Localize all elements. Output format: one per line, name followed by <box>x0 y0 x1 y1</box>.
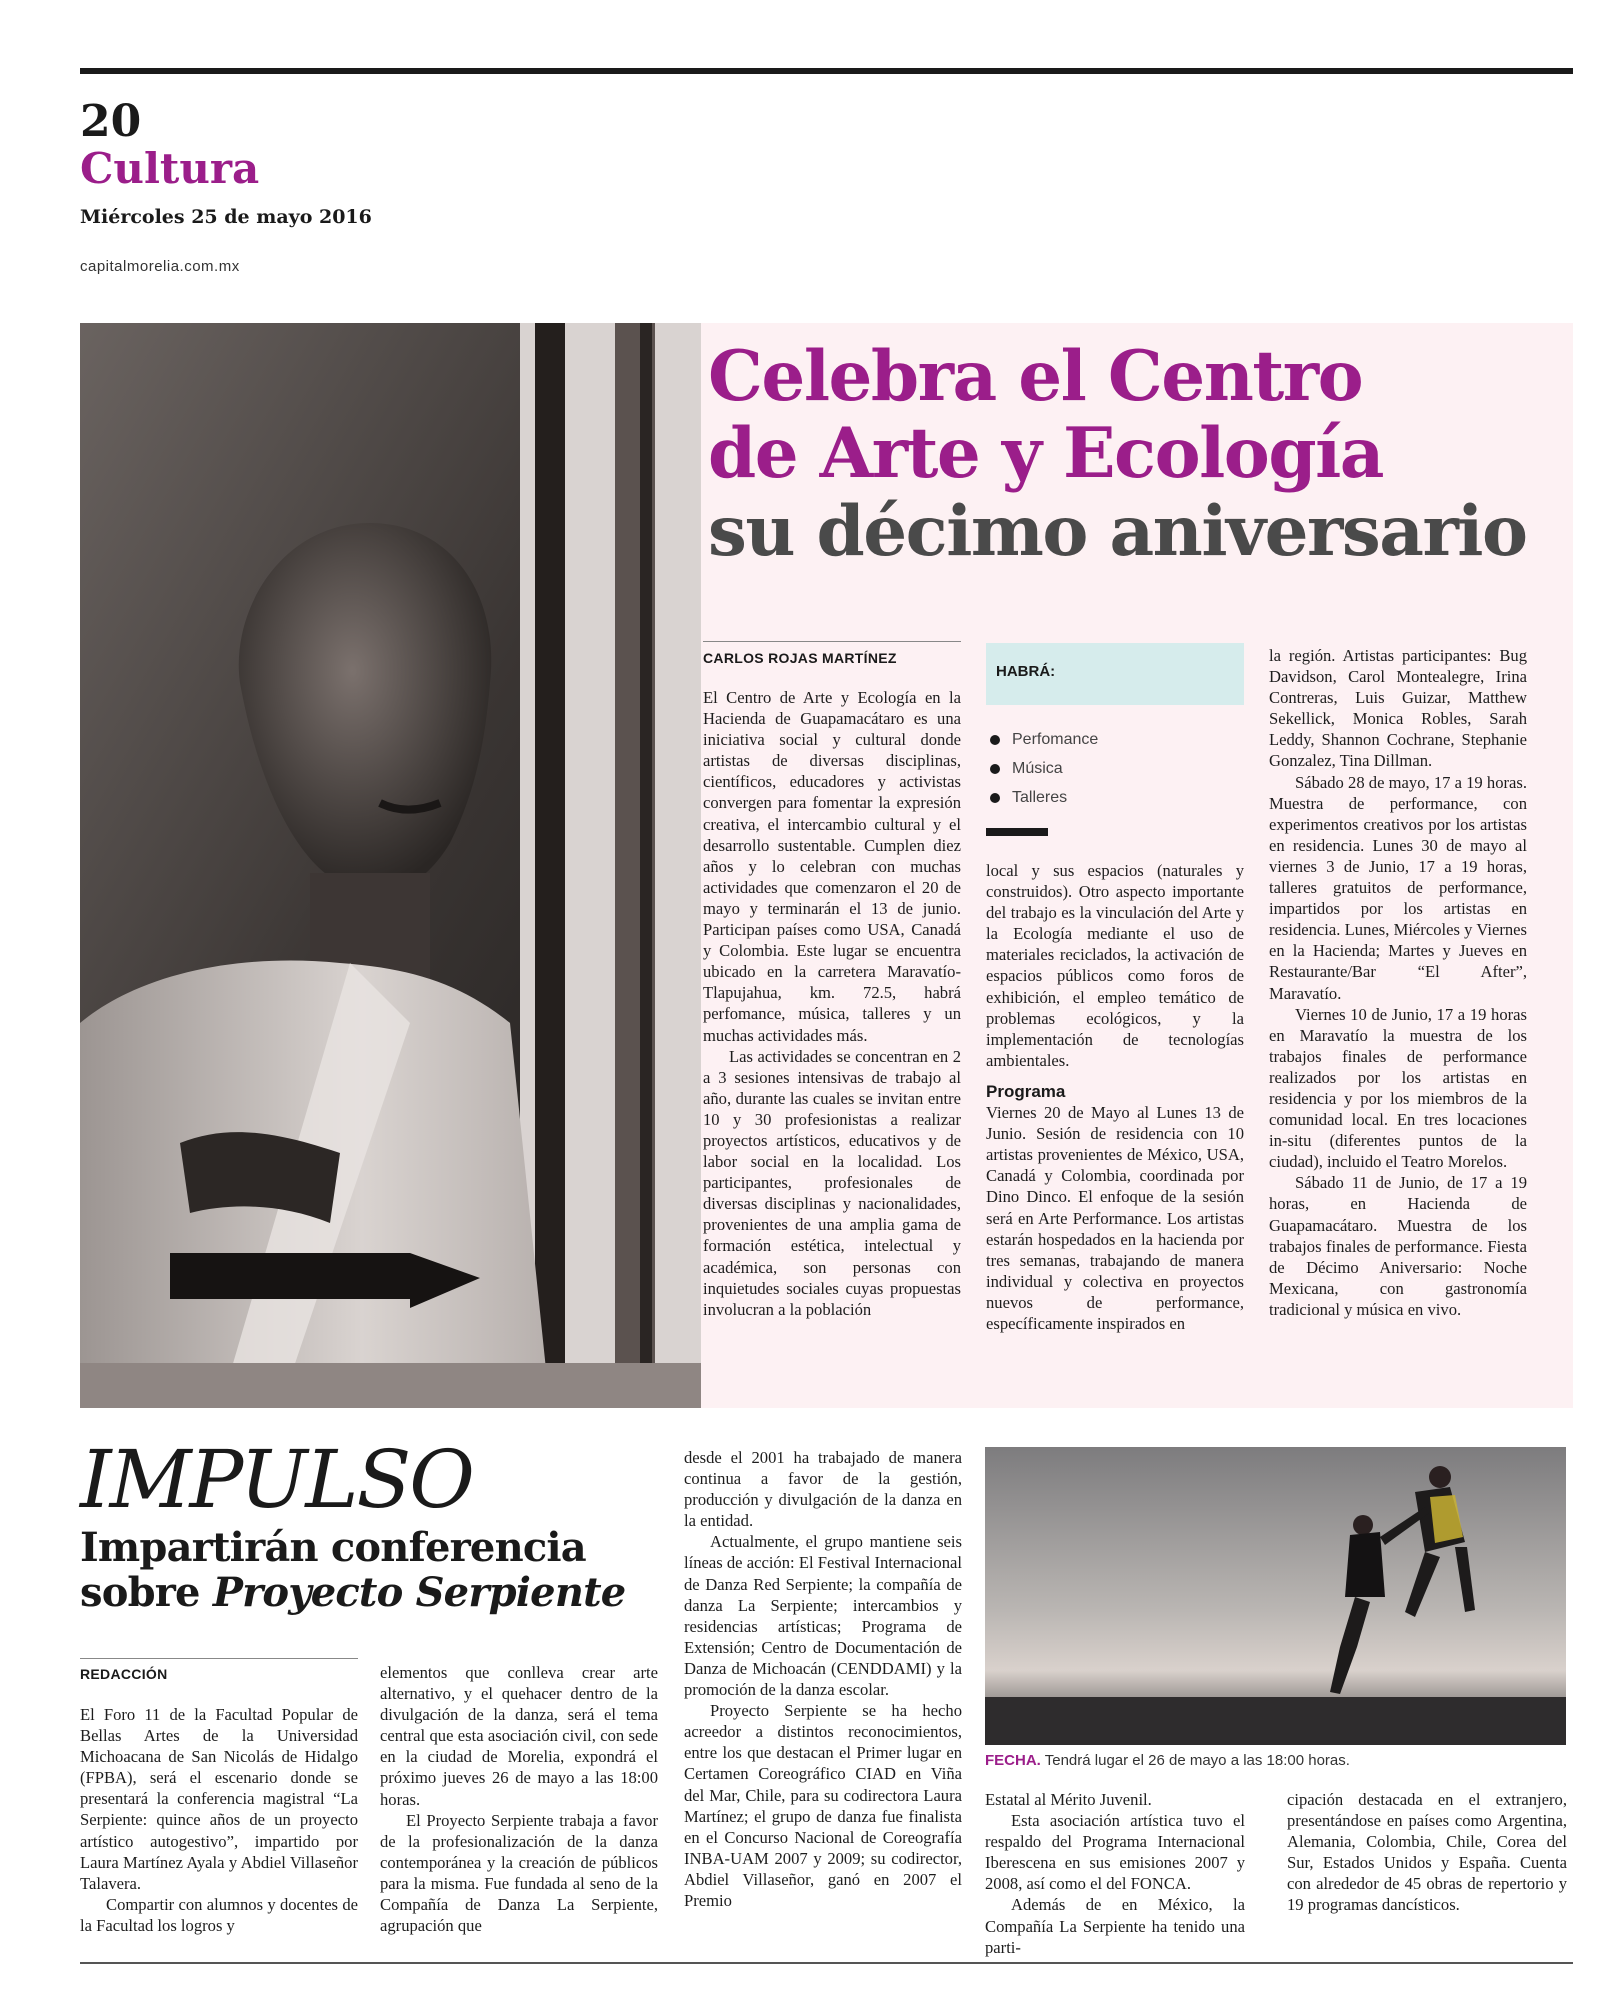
caption-label: FECHA. <box>985 1752 1041 1769</box>
dancers-photo <box>985 1447 1566 1745</box>
site-url[interactable]: capitalmorelia.com.mx <box>80 258 240 275</box>
paragraph: Actualmente, el grupo mantiene seis líneas de acción: El Festival Internacional de Danza Red Serpiente; la compañía de danza La Serpiente; intercambios y residencias artísticas; Programa de Extensión; Centro de Documentación de Danza de Michoacán (CENDDAMI) y la promoción de la danza escolar. <box>684 1532 962 1700</box>
paragraph: Viernes 10 de Junio, 17 a 19 horas en Maravatío la muestra de los trabajos finales de performance realizados por los artistas en residencia y por los miembros de la comunidad local. En tres locaciones in-situ (diferentes puntos de la ciudad), incluido el Teatro Morelos. <box>1269 1004 1527 1172</box>
sidebar-bar <box>986 828 1048 836</box>
byline: REDACCIÓN <box>80 1666 168 1682</box>
byline: CARLOS ROJAS MARTÍNEZ <box>703 650 897 666</box>
article-column-1 <box>703 687 961 1320</box>
main-article <box>80 323 1573 1408</box>
paragraph: Sábado 28 de mayo, 17 a 19 horas. Muestra de performance, con experimentos creativos por los artistas en residencia. Lunes 30 de mayo al viernes 3 de Junio, 17 a 19 horas, talleres gratuitos de performance, impartidos por los artistas en residencia. Lunes, Miércoles y Viernes en la Hacienda; Martes y Jueves en Restaurante/Bar “El After”, Maravatío. <box>1269 772 1527 1003</box>
paragraph: El Centro de Arte y Ecología en la Hacienda de Guapamacátaro es una iniciativa social y cultural donde artistas de diversas disciplinas, científicos, educadores y activistas convergen para fomentar la expresión creativa, el intercambio cultural y el desarrollo sustentable. Cumplen diez años y lo celebran con muchas actividades que comenzaron el 20 de mayo y terminarán el 13 de junio. Participan países como USA, Canadá y Colombia. Este lugar se encuentra ubicado en la carretera Maravatío-Tlapujahua, km. 72.5, habrá perfomance, música, talleres y un muchas actividades más. <box>703 688 961 1045</box>
headline-line-3: su décimo aniversario <box>708 490 1527 572</box>
byline-rule <box>80 1658 358 1659</box>
list-item: Talleres <box>986 783 1244 812</box>
section-title: Cultura <box>80 144 260 193</box>
article2-column-1 <box>80 1704 358 1936</box>
paragraph: Proyecto Serpiente se ha hecho acreedor a distintos reconocimientos, entre los que destacan el Primer lugar en Certamen Coreográfico CIAD en Viña del Mar, Chile, para su codirectora Laura Martínez; el grupo de danza fue finalista en el Concurso Nacional de Coreografía INBA-UAM 2007 y 2009; su codirector, Abdiel Villaseñor, ganó en 2007 el Premio <box>684 1701 962 1910</box>
paragraph: la región. Artistas participantes: Bug Davidson, Carol Montealegre, Irina Contreras, Luis Guizar, Matthew Sekellick, Monica Robles, Sarah Leddy, Shannon Cochrane, Stephanie Gonzalez, Tina Dillman. <box>1269 646 1527 771</box>
sidebar-box <box>986 643 1244 705</box>
main-headline <box>708 338 1568 570</box>
paragraph: El Proyecto Serpiente trabaja a favor de la profesionalización de la danza contemporánea y la creación de públicos para la misma. Fue fundada al seno de la Compañía de Danza La Serpiente, agrupación que <box>380 1810 658 1936</box>
list-item: Perfomance <box>986 725 1244 754</box>
second-headline-line-1: Impartirán conferencia <box>80 1524 586 1571</box>
paragraph: local y sus espacios (naturales y construidos). Otro aspecto importante del trabajo es la vinculación del Arte y la Ecología mediante el uso de materiales reciclados, la activación de espacios públicos como foros de exhibición, el empleo temático de problemas ecológicos, y la implementación de tecnologías ambientales. <box>986 861 1244 1070</box>
paragraph: Las actividades se concentran en 2 a 3 sesiones intensivas de trabajo al año, durante las cuales se invitan entre 10 y 30 profesionistas a realizar proyectos artísticos, educativos y de labor social en la localidad. Los participantes, profesionales de diversas disciplinas y nacionalidades, provenientes de una amplia gama de formación estética, intelectual y académica, son personas con inquietudes sociales cuyas propuestas involucran a la población <box>703 1046 961 1319</box>
sidebar-title: HABRÁ: <box>996 663 1056 680</box>
list-item: Música <box>986 754 1244 783</box>
paragraph: Viernes 20 de Mayo al Lunes 13 de Junio. Sesión de residencia con 10 artistas provenientes de México, USA, Canadá y Colombia, coordinada por Dino Dinco. El enfoque de la sesión será en Arte Performance. Los artistas estarán hospedados en la hacienda por tres semanas, trabajando de manera individual y colectiva en proyectos nuevos de performance, específicamente inspirados en <box>986 1103 1244 1333</box>
bottom-rule <box>80 1962 1573 1964</box>
paragraph: El Foro 11 de la Facultad Popular de Bellas Artes de la Universidad Michoacana de San Nicolás de Hidalgo (FPBA), será el escenario donde se presentará la conferencia magistral “La Serpiente: quince años de un proyecto artístico autogestivo”, impartido por Laura Martínez Ayala y Abdiel Villaseñor Talavera. <box>80 1705 358 1893</box>
kicker: IMPULSO <box>80 1433 473 1526</box>
paragraph: elementos que conlleva crear arte alternativo, y el quehacer dentro de la divulgación de la danza, será el tema central que esta asociación civil, con sede en la ciudad de Morelia, expondrá el próximo jueves 26 de mayo a las 18:00 horas. <box>380 1663 658 1809</box>
paragraph: desde el 2001 ha trabajado de manera continua a favor de la gestión, producción y divulgación de la danza en la entidad. <box>684 1448 962 1531</box>
byline-rule <box>703 641 961 642</box>
headline-line-2: de Arte y Ecología <box>708 413 1383 495</box>
article-column-2 <box>986 860 1244 1334</box>
issue-date: Miércoles 25 de mayo 2016 <box>80 206 372 228</box>
article2-column-2 <box>380 1662 658 1936</box>
man-at-window-photo <box>80 323 701 1408</box>
paragraph: Sábado 11 de Junio, de 17 a 19 horas, en Hacienda de Guapamacátaro. Muestra de los trabajos finales de performance. Fiesta de Décimo Aniversario: Noche Mexicana, con gastronomía tradicional y música en vivo. <box>1269 1173 1527 1319</box>
paragraph: Esta asociación artística tuvo el respaldo del Programa Internacional Iberescena en sus emisiones 2007 y 2008, así como el del FONCA. <box>985 1811 1245 1894</box>
second-headline <box>80 1526 680 1616</box>
top-rule <box>80 68 1573 74</box>
caption-text: Tendrá lugar el 26 de mayo a las 18:00 horas. <box>1040 1752 1350 1769</box>
paragraph: Compartir con alumnos y docentes de la Facultad los logros y <box>80 1894 358 1935</box>
article2-column-5 <box>1287 1789 1567 1916</box>
article-column-3 <box>1269 645 1527 1320</box>
paragraph: Estatal al Mérito Juvenil. <box>985 1790 1152 1809</box>
programa-heading: Programa <box>986 1081 1066 1101</box>
second-headline-italic: Proyecto Serpiente <box>212 1568 626 1616</box>
paragraph: Además de en México, la Compañía La Serpiente ha tenido una parti- <box>985 1895 1245 1957</box>
headline-line-1: Celebra el Centro <box>708 336 1363 417</box>
article2-column-4 <box>985 1789 1245 1958</box>
second-headline-prefix: sobre <box>80 1568 213 1616</box>
paragraph: cipación destacada en el extranjero, presentándose en países como Argentina, Alemania, Colombia, Chile, Corea del Sur, Estados Unidos y España. Cuenta con alrededor de 45 obras de repertorio y 19 programas dancísticos. <box>1287 1790 1567 1915</box>
photo-caption <box>985 1752 1350 1769</box>
article2-column-3 <box>684 1447 962 1911</box>
sidebar-list <box>986 725 1244 812</box>
page-number: 20 <box>80 96 142 147</box>
